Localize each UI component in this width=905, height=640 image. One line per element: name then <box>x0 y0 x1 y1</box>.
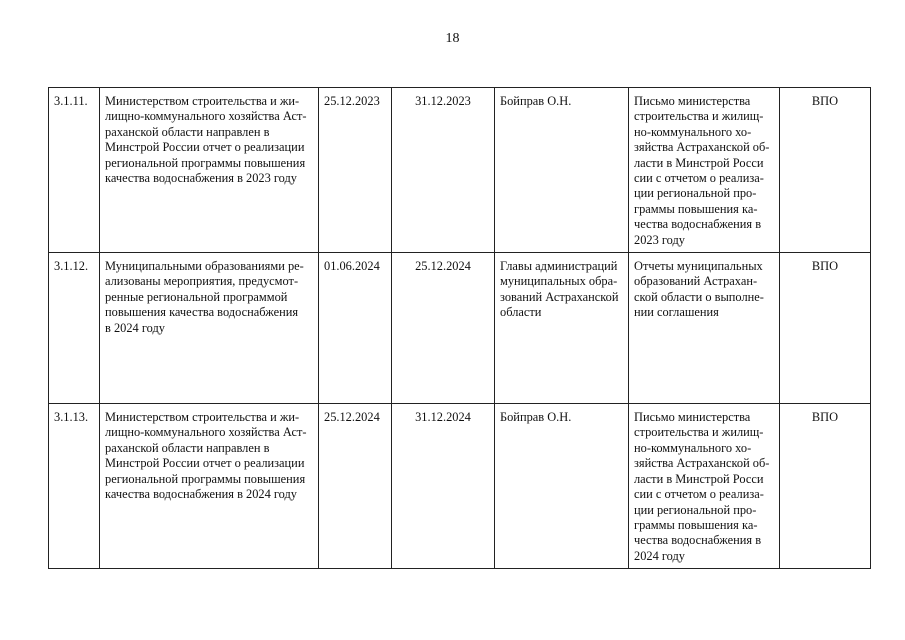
text-line: граммы повышения ка- <box>634 201 758 216</box>
text-line: ской области о выполне- <box>634 289 764 304</box>
text-line: Министерством строительства и жи- <box>105 410 300 425</box>
responsible-code: ВПО <box>780 253 871 404</box>
text-line: нии соглашения <box>634 305 719 320</box>
end-date: 31.12.2023 <box>392 88 495 253</box>
task-description <box>100 88 319 253</box>
text-line: строительства и жилищ- <box>634 425 764 440</box>
start-date: 25.12.2024 <box>319 404 392 569</box>
text-line: граммы повышения ка- <box>634 517 758 532</box>
text-line: зяйства Астраханской об- <box>634 140 770 155</box>
text-line: чества водоснабжения в <box>634 533 762 548</box>
text-line: Минстрой России отчет о реализации <box>105 456 305 471</box>
text-line: в 2024 году <box>105 320 165 335</box>
text-line: ции региональной про- <box>634 502 757 517</box>
plan-table <box>48 87 871 569</box>
text-line: Главы администраций <box>500 259 618 274</box>
text-line: муниципальных обра- <box>500 274 618 289</box>
table-row <box>49 253 871 404</box>
table-row <box>49 88 871 253</box>
text-line: Министерством строительства и жи- <box>105 94 300 108</box>
text-line: Отчеты муниципальных <box>634 259 763 274</box>
page-number: 18 <box>445 31 460 46</box>
text-line: 2023 году <box>634 232 685 247</box>
start-date: 01.06.2024 <box>319 253 392 404</box>
text-line: 2024 году <box>634 548 685 563</box>
text-line: ции региональной про- <box>634 186 757 201</box>
text-line: качества водоснабжения в 2023 году <box>105 171 298 186</box>
responsible-person <box>495 88 629 253</box>
result-document <box>629 253 780 404</box>
text-line: Письмо министерства <box>634 94 751 108</box>
text-line: повышения качества водоснабжения <box>105 305 299 320</box>
text-line: Бойправ О.Н. <box>500 410 572 425</box>
text-line: Минстрой России отчет о реализации <box>105 140 305 155</box>
text-line: ласти в Минстрой Росси <box>634 471 764 486</box>
text-line: зяйства Астраханской об- <box>634 456 770 471</box>
text-line: сии с отчетом о реализа- <box>634 171 764 186</box>
text-line: Муниципальными образованиями ре- <box>105 259 304 274</box>
text-line: лищно-коммунального хозяйства Аст- <box>105 109 307 124</box>
responsible-code: ВПО <box>780 88 871 253</box>
responsible-person <box>495 253 629 404</box>
text-line: лищно-коммунального хозяйства Аст- <box>105 425 307 440</box>
start-date: 25.12.2023 <box>319 88 392 253</box>
text-line: ренные региональной программой <box>105 289 288 304</box>
text-line: Бойправ О.Н. <box>500 94 572 108</box>
text-line: региональной программы повышения <box>105 471 306 486</box>
item-number: 3.1.12. <box>49 253 100 404</box>
table-row <box>49 404 871 569</box>
text-line: чества водоснабжения в <box>634 217 762 232</box>
text-line: строительства и жилищ- <box>634 109 764 124</box>
end-date: 31.12.2024 <box>392 404 495 569</box>
text-line: раханской области направлен в <box>105 440 270 455</box>
item-number: 3.1.13. <box>49 404 100 569</box>
responsible-person <box>495 404 629 569</box>
text-line: зований Астраханской <box>500 289 619 304</box>
text-line: сии с отчетом о реализа- <box>634 487 764 502</box>
text-line: качества водоснабжения в 2024 году <box>105 487 298 502</box>
result-document <box>629 404 780 569</box>
text-line: но-коммунального хо- <box>634 124 752 139</box>
text-line: региональной программы повышения <box>105 155 306 170</box>
task-description <box>100 404 319 569</box>
text-line: образований Астрахан- <box>634 274 758 289</box>
text-line: Письмо министерства <box>634 410 751 425</box>
task-description <box>100 253 319 404</box>
text-line: но-коммунального хо- <box>634 440 752 455</box>
text-line: ласти в Минстрой Росси <box>634 155 764 170</box>
item-number: 3.1.11. <box>49 88 100 253</box>
text-line: ализованы мероприятия, предусмот- <box>105 274 299 289</box>
responsible-code: ВПО <box>780 404 871 569</box>
end-date: 25.12.2024 <box>392 253 495 404</box>
result-document <box>629 88 780 253</box>
text-line: области <box>500 305 542 320</box>
text-line: раханской области направлен в <box>105 124 270 139</box>
